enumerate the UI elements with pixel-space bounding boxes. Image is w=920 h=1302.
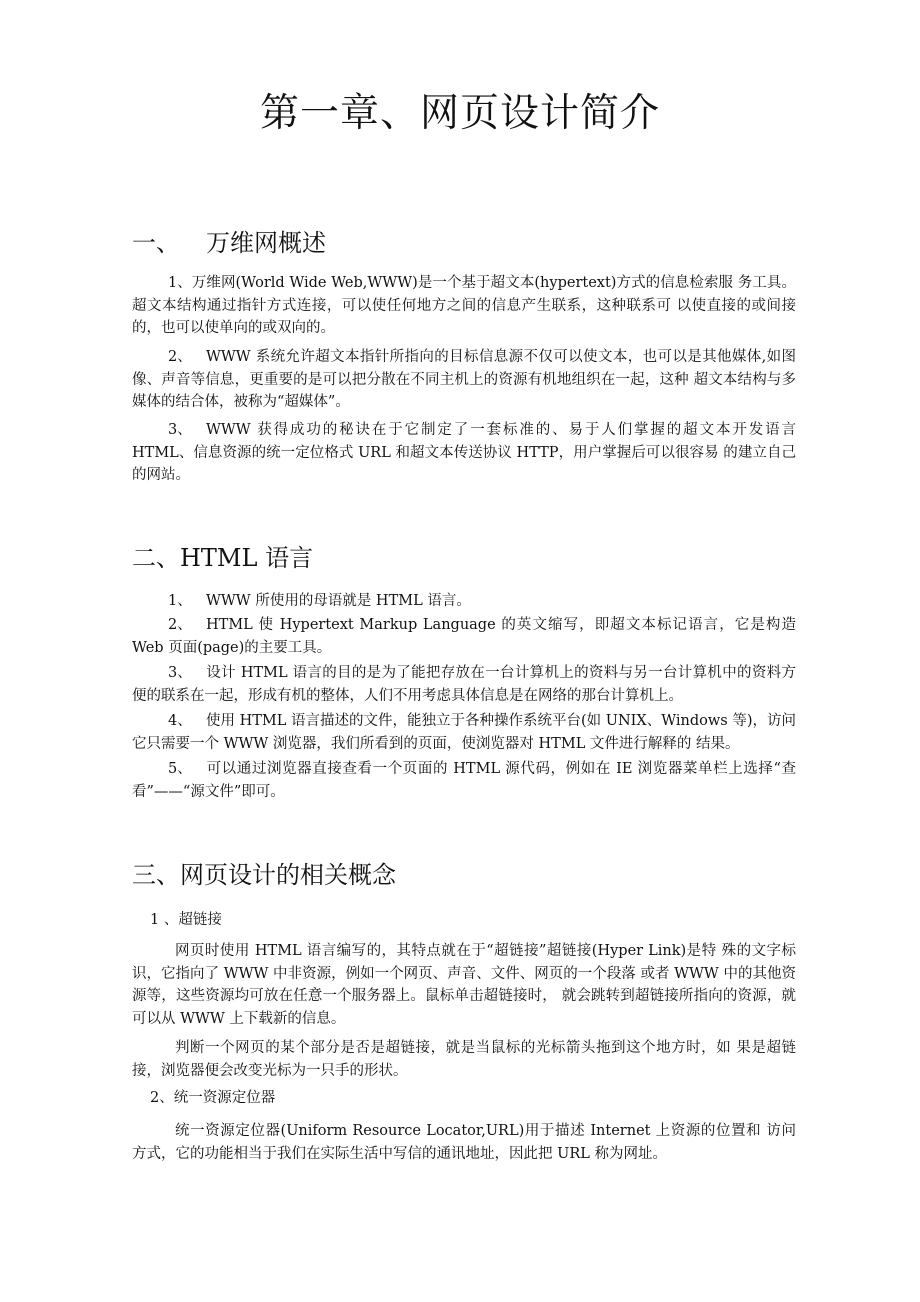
paragraph: 网页时使用 HTML 语言编写的，其特点就在于“超链接”超链接(Hyper Link)是特 殊的文字标识，它指向了 WWW 中非资源，例如一个网页、声音、文件、网页的一个段落 或者 WWW 中的其他资源等，这些资源均可放在任意一个服务器上。鼠标单击超链接时， 就会跳转到超链接所指向的资源，就可以从 WWW 上下载新的信息。 (132, 943, 796, 1027)
subsection-heading-hyperlink: 1 、超链接 (150, 912, 222, 928)
paragraph-text: 设计 HTML 语言的目的是为了能把存放在一台计算机上的资料与另一台计算机中的资料方便的联系在一起，形成有机的整体，人们不用考虑具体信息是在网络的那台计算机上。 (132, 665, 796, 704)
paragraph (132, 614, 796, 659)
item-number: 4、 (168, 713, 192, 729)
subsection-heading-url: 2、统一资源定位器 (150, 1090, 276, 1106)
paragraph (132, 419, 796, 487)
paragraph: 统一资源定位器(Uniform Resource Locator,URL)用于描述 Internet 上资源的位置和 访问方式，它的功能相当于我们在实际生活中写信的通讯地址，因此把 URL 称为网址。 (132, 1123, 796, 1162)
paragraph (132, 590, 796, 613)
paragraph (132, 662, 796, 707)
item-number: 2、 (168, 617, 192, 633)
item-number: 1、 (168, 275, 192, 291)
item-number: 2、 (168, 349, 192, 365)
item-number: 3、 (168, 422, 192, 438)
paragraph-text: WWW 所使用的母语就是 HTML 语言。 (206, 593, 471, 609)
paragraph: 判断一个网页的某个部分是否是超链接，就是当鼠标的光标箭头拖到这个地方时，如 果是超链接，浏览器便会改变光标为一只手的形状。 (132, 1040, 796, 1079)
section-heading-1 (132, 226, 326, 260)
paragraph-text: 使用 HTML 语言描述的文件，能独立于各种操作系统平台(如 UNIX、Windows 等)，访问它只需要一个 WWW 浏览器，我们所看到的页面，使浏览器对 HTML 文件进行解释的 结果。 (132, 713, 796, 752)
paragraph-text: WWW 系统允许超文本指针所指向的目标信息源不仅可以使文本，也可以是其他媒体,如图像、声音等信息，更重要的是可以把分散在不同主机上的资源有机地组织在一起，这种 超文本结构与多媒体的结合体，被称为“超媒体”。 (132, 349, 796, 410)
section-title: 万维网概述 (206, 229, 326, 257)
section-heading-3: 三、网页设计的相关概念 (132, 861, 396, 889)
page-title: 第一章、网页设计简介 (259, 91, 660, 136)
item-number: 5、 (168, 761, 192, 777)
paragraph (132, 346, 796, 414)
paragraph-text: WWW 获得成功的秘诀在于它制定了一套标准的、易于人们掌握的超文本开发语言 HTML、信息资源的统一定位格式 URL 和超文本传送协议 HTTP，用户掌握后可以很容易 的建立自己的网站。 (132, 422, 796, 483)
paragraph-text: 万维网(World Wide Web,WWW)是一个基于超文本(hypertext)方式的信息检索服 务工具。超文本结构通过指针方式连接，可以使任何地方之间的信息产生联系，这种联系可 以使直接的或间接的，也可以使单向的或双向的。 (132, 275, 796, 336)
paragraph-text: 可以通过浏览器直接查看一个页面的 HTML 源代码，例如在 IE 浏览器菜单栏上选择“查看”——“源文件”即可。 (132, 761, 796, 800)
item-number: 3、 (168, 665, 192, 681)
paragraph (132, 710, 796, 755)
paragraph (132, 272, 796, 340)
section-heading-2: 二、HTML 语言 (132, 544, 314, 572)
section-number: 一、 (132, 229, 180, 257)
paragraph (132, 758, 796, 803)
paragraph-text: HTML 使 Hypertext Markup Language 的英文缩写，即超文本标记语言，它是构造 Web 页面(page)的主要工具。 (132, 617, 796, 656)
item-number: 1、 (168, 593, 192, 609)
